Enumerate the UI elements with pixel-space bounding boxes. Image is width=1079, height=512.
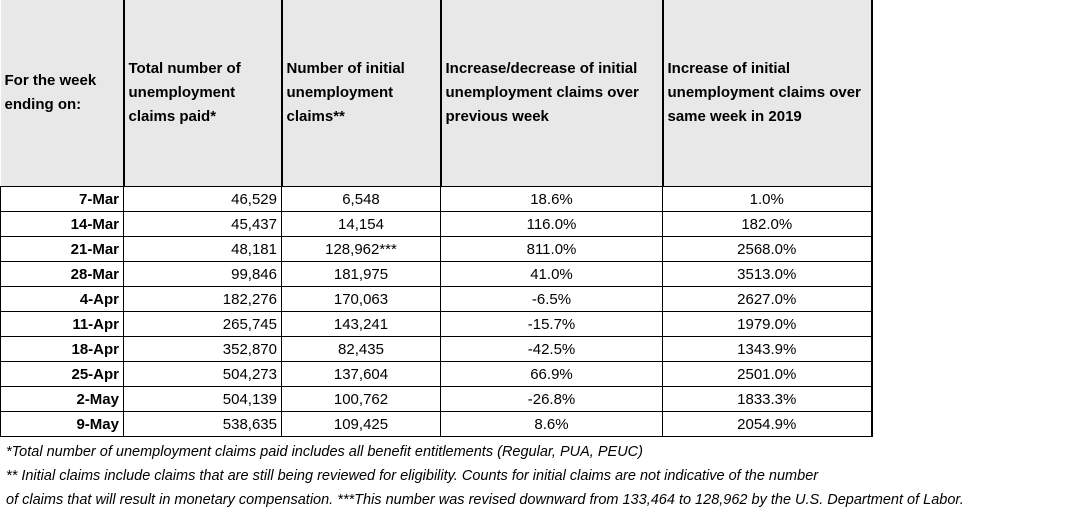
initial-claims-cell: 137,604 <box>282 362 441 387</box>
week-ending-cell: 25-Apr <box>1 362 124 387</box>
change-previous-week-cell: 811.0% <box>441 237 663 262</box>
change-previous-week-cell: -15.7% <box>441 312 663 337</box>
footnote-claims-paid: *Total number of unemployment claims paid includes all benefit entitlements (Regular, PUA, PEUC) <box>6 444 643 460</box>
change-vs-2019-cell: 1.0% <box>663 187 872 212</box>
claims-paid-cell: 99,846 <box>124 262 282 287</box>
claims-paid-cell: 45,437 <box>124 212 282 237</box>
change-vs-2019-cell: 182.0% <box>663 212 872 237</box>
header-total-claims-paid: Total number of unemployment claims paid* <box>124 0 282 187</box>
change-vs-2019-cell: 1979.0% <box>663 312 872 337</box>
change-vs-2019-cell: 1343.9% <box>663 337 872 362</box>
week-ending-cell: 28-Mar <box>1 262 124 287</box>
week-ending-cell: 11-Apr <box>1 312 124 337</box>
footnote-revision: of claims that will result in monetary compensation. ***This number was revised downward from 133,464 to 128,962 by the U.S. Department of Labor. <box>6 492 964 508</box>
week-ending-cell: 14-Mar <box>1 212 124 237</box>
table-row <box>1 387 872 412</box>
week-ending-cell: 21-Mar <box>1 237 124 262</box>
table-body <box>1 187 872 437</box>
claims-paid-cell: 48,181 <box>124 237 282 262</box>
claims-paid-cell: 504,139 <box>124 387 282 412</box>
change-previous-week-cell: -6.5% <box>441 287 663 312</box>
table-row <box>1 362 872 387</box>
table-row <box>1 262 872 287</box>
header-change-previous-week: Increase/decrease of initial unemployment claims over previous week <box>441 0 663 187</box>
header-row <box>1 0 872 187</box>
change-vs-2019-cell: 2501.0% <box>663 362 872 387</box>
week-ending-cell: 4-Apr <box>1 287 124 312</box>
footnote-initial-claims: ** Initial claims include claims that are still being reviewed for eligibility. Counts for initial claims are not indicative of the number <box>6 468 819 484</box>
claims-paid-cell: 352,870 <box>124 337 282 362</box>
week-ending-cell: 9-May <box>1 412 124 437</box>
table-row <box>1 412 872 437</box>
table-row <box>1 237 872 262</box>
table-row <box>1 337 872 362</box>
header-change-vs-2019: Increase of initial unemployment claims over same week in 2019 <box>663 0 872 187</box>
table-row <box>1 287 872 312</box>
week-ending-cell: 7-Mar <box>1 187 124 212</box>
change-previous-week-cell: 8.6% <box>441 412 663 437</box>
change-previous-week-cell: 116.0% <box>441 212 663 237</box>
claims-paid-cell: 182,276 <box>124 287 282 312</box>
claims-paid-cell: 504,273 <box>124 362 282 387</box>
change-vs-2019-cell: 1833.3% <box>663 387 872 412</box>
change-previous-week-cell: -26.8% <box>441 387 663 412</box>
initial-claims-cell: 143,241 <box>282 312 441 337</box>
change-vs-2019-cell: 3513.0% <box>663 262 872 287</box>
change-previous-week-cell: 41.0% <box>441 262 663 287</box>
footnotes <box>6 440 964 512</box>
claims-paid-cell: 46,529 <box>124 187 282 212</box>
initial-claims-cell: 128,962*** <box>282 237 441 262</box>
change-previous-week-cell: 66.9% <box>441 362 663 387</box>
initial-claims-cell: 14,154 <box>282 212 441 237</box>
header-week-ending: For the week ending on: <box>1 0 124 187</box>
initial-claims-cell: 100,762 <box>282 387 441 412</box>
claims-paid-cell: 265,745 <box>124 312 282 337</box>
table-row <box>1 212 872 237</box>
initial-claims-cell: 181,975 <box>282 262 441 287</box>
initial-claims-cell: 170,063 <box>282 287 441 312</box>
initial-claims-cell: 109,425 <box>282 412 441 437</box>
change-vs-2019-cell: 2054.9% <box>663 412 872 437</box>
table-row <box>1 187 872 212</box>
change-previous-week-cell: -42.5% <box>441 337 663 362</box>
week-ending-cell: 18-Apr <box>1 337 124 362</box>
change-previous-week-cell: 18.6% <box>441 187 663 212</box>
claims-paid-cell: 538,635 <box>124 412 282 437</box>
initial-claims-cell: 6,548 <box>282 187 441 212</box>
initial-claims-cell: 82,435 <box>282 337 441 362</box>
change-vs-2019-cell: 2627.0% <box>663 287 872 312</box>
header-initial-claims: Number of initial unemployment claims** <box>282 0 441 187</box>
week-ending-cell: 2-May <box>1 387 124 412</box>
change-vs-2019-cell: 2568.0% <box>663 237 872 262</box>
table-row <box>1 312 872 337</box>
